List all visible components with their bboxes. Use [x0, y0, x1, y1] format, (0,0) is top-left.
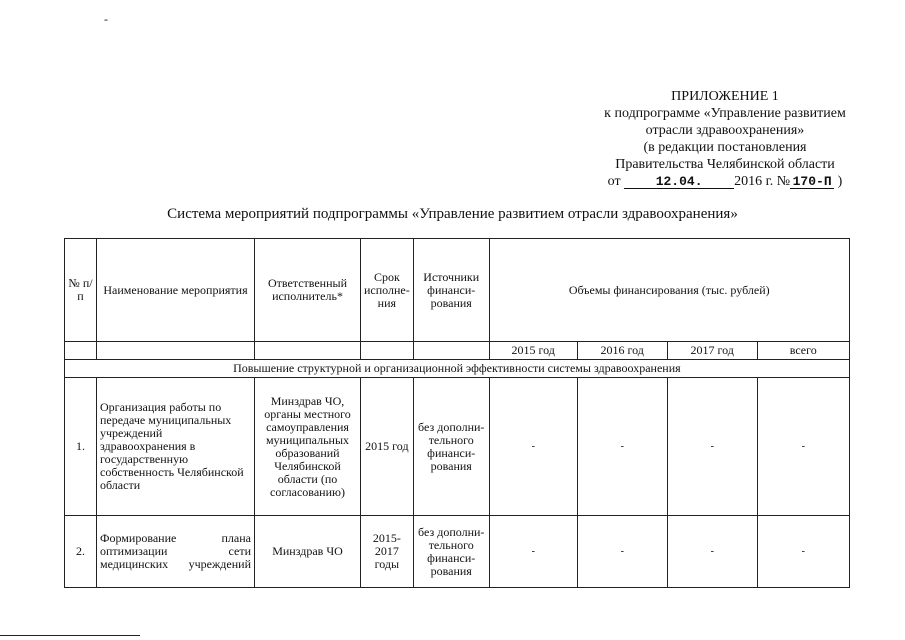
row-source: без дополни-тельного финанси-рования: [413, 378, 489, 516]
row-name: Формирование плана оптимизации сети медицинских учреждений: [97, 516, 255, 588]
date-fill: 12.04.: [624, 175, 734, 189]
appendix-line-2: отрасли здравоохранения»: [645, 123, 805, 138]
row-value-2017: -: [667, 516, 757, 588]
row-responsible: Минздрав ЧО, органы местного самоуправления муниципальных образований Челябинской области (по согласованию): [255, 378, 361, 516]
header-volume: Объемы финансирования (тыс. рублей): [489, 239, 849, 342]
row-value-total: -: [757, 516, 849, 588]
table-row: [65, 378, 850, 516]
footnote-divider: [0, 635, 140, 636]
row-name: Организация работы по передаче муниципальных учреждений здравоохранения в государственную собственность Челябинской области: [97, 378, 255, 516]
stray-mark: -: [104, 12, 108, 26]
measures-table: [64, 238, 850, 588]
row-value-2015: -: [489, 378, 577, 516]
row-value-2016: -: [577, 378, 667, 516]
header-2016: 2016 год: [577, 342, 667, 360]
header-term: Срок исполне-ния: [361, 239, 414, 342]
table-row: [65, 516, 850, 588]
header-source: Источники финанси-рования: [413, 239, 489, 342]
row-term: 2015-2017 годы: [361, 516, 414, 588]
document-title: Система мероприятий подпрограммы «Управление развитием отрасли здравоохранения»: [167, 206, 738, 222]
number-fill: 170-П: [790, 175, 834, 189]
from-label: от: [607, 174, 621, 189]
appendix-title: ПРИЛОЖЕНИЕ 1: [671, 89, 779, 104]
row-num: 2.: [65, 516, 97, 588]
row-value-2017: -: [667, 378, 757, 516]
header-2015: 2015 год: [489, 342, 577, 360]
header-total: всего: [757, 342, 849, 360]
appendix-line-3: (в редакции постановления: [643, 140, 807, 155]
row-term: 2015 год: [361, 378, 414, 516]
year-text: 2016 г. №: [734, 174, 791, 189]
appendix-block: [560, 88, 890, 190]
header-num: № п/п: [65, 239, 97, 342]
section-row: Повышение структурной и организационной эффективности системы здравоохранения: [65, 360, 850, 378]
row-responsible: Минздрав ЧО: [255, 516, 361, 588]
row-source: без дополни-тельного финанси-рования: [413, 516, 489, 588]
header-responsible: Ответственный исполнитель*: [255, 239, 361, 342]
appendix-date-line: [560, 173, 890, 190]
row-num: 1.: [65, 378, 97, 516]
close-paren: ): [837, 174, 843, 189]
appendix-line-4: Правительства Челябинской области: [615, 157, 835, 172]
row-value-2016: -: [577, 516, 667, 588]
header-2017: 2017 год: [667, 342, 757, 360]
appendix-line-1: к подпрограмме «Управление развитием: [604, 106, 846, 121]
row-value-total: -: [757, 378, 849, 516]
header-name: Наименование мероприятия: [97, 239, 255, 342]
row-value-2015: -: [489, 516, 577, 588]
